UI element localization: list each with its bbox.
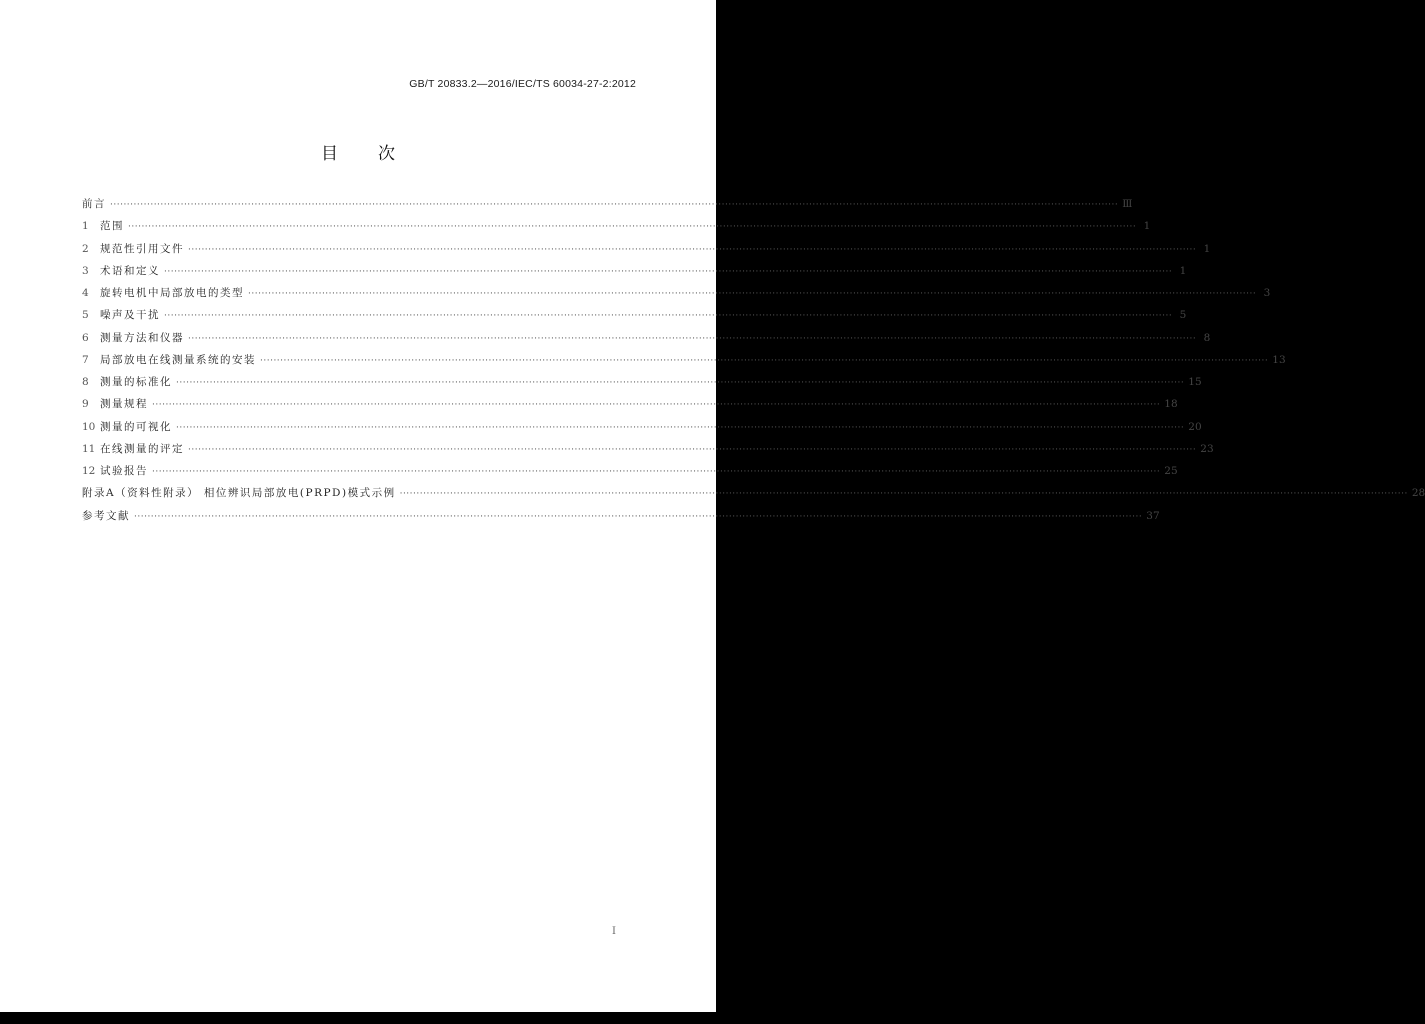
- toc-entry-10[interactable]: [82, 419, 1202, 441]
- toc-entry-title: 规范性引用文件: [100, 242, 184, 255]
- toc-entry-page: 20: [1188, 420, 1202, 433]
- toc-entry-label: [82, 241, 188, 256]
- toc-entry-title: 前言: [82, 198, 106, 210]
- toc-entry-2[interactable]: [82, 241, 1211, 263]
- toc-entry-number: 1: [82, 220, 89, 233]
- toc-entry-annex-a[interactable]: [82, 485, 1425, 507]
- toc-leader-dots: ············································································································································································································································································································: [188, 333, 1197, 344]
- toc-entry-label: [82, 352, 260, 367]
- toc-leader-dots: ············································································································································································································································································································: [260, 355, 1269, 366]
- toc-leader-dots: ············································································································································································································································································································: [110, 200, 1119, 210]
- toc-entry-page: 3: [1263, 287, 1271, 299]
- toc-entry-page: 1: [1179, 264, 1187, 277]
- toc-entry-label: [82, 330, 188, 345]
- toc-entry-page: 1: [1203, 242, 1211, 255]
- toc-entry-page: 8: [1203, 331, 1211, 344]
- toc-entry-number: 4: [82, 287, 89, 299]
- toc-entry-foreword[interactable]: [82, 196, 1133, 218]
- toc-entry-title: 参考文献: [82, 509, 130, 522]
- toc-entry-number: 11: [82, 442, 96, 455]
- toc-entry-label: [82, 374, 176, 389]
- toc-entry-1[interactable]: [82, 218, 1151, 240]
- toc-entry-9[interactable]: [82, 396, 1178, 418]
- toc-entry-label: [82, 307, 164, 322]
- toc-entry-number: 7: [82, 353, 89, 366]
- toc-entry-11[interactable]: [82, 441, 1214, 463]
- toc-entry-label: [82, 508, 134, 523]
- toc-entry-page: 28: [1411, 487, 1425, 500]
- toc-entry-title: 噪声及干扰: [100, 309, 160, 322]
- toc-entry-number: 12: [82, 465, 96, 477]
- toc-leader-dots: ············································································································································································································································································································: [176, 378, 1185, 388]
- toc-leader-dots: ············································································································································································································································································································: [176, 422, 1185, 433]
- toc-entry-number: 3: [82, 264, 89, 277]
- toc-entry-7[interactable]: [82, 352, 1286, 374]
- toc-entry-title: 在线测量的评定: [100, 442, 184, 455]
- toc-entry-label: [82, 263, 164, 278]
- standard-code: GB/T 20833.2—2016/IEC/TS 60034-27-2:2012: [409, 78, 636, 90]
- toc-entry-page: Ⅲ: [1122, 198, 1133, 210]
- toc-entry-3[interactable]: [82, 263, 1187, 285]
- toc-entry-label: [82, 485, 400, 500]
- toc-entry-4[interactable]: [82, 285, 1271, 307]
- toc-leader-dots: ············································································································································································································································································································: [164, 266, 1173, 277]
- toc-title: [0, 139, 716, 164]
- toc-entry-label: [82, 196, 110, 211]
- toc-entry-page: 18: [1164, 398, 1178, 411]
- toc-leader-dots: ············································································································································································································································································································: [128, 222, 1137, 233]
- toc-leader-dots: ············································································································································································································································································································: [248, 289, 1257, 299]
- toc-entry-label: [82, 396, 152, 411]
- toc-entry-5[interactable]: [82, 307, 1187, 329]
- toc-leader-dots: ············································································································································································································································································································: [164, 311, 1173, 322]
- toc-entry-number: 6: [82, 331, 89, 344]
- toc-entry-title: 术语和定义: [100, 264, 160, 277]
- toc-entry-12[interactable]: [82, 463, 1178, 485]
- toc-entry-number: 2: [82, 242, 89, 255]
- toc-entry-title: 测量的可视化: [100, 420, 172, 433]
- toc-entry-title: 测量方法和仪器: [100, 331, 184, 344]
- toc-entry-8[interactable]: [82, 374, 1202, 396]
- toc-leader-dots: ············································································································································································································································································································: [399, 489, 1408, 500]
- table-of-contents: [82, 196, 1425, 530]
- toc-title-char-2: 次: [378, 144, 395, 164]
- toc-entry-number: 8: [82, 376, 89, 388]
- toc-entry-number: 9: [82, 398, 89, 411]
- toc-entry-title: 局部放电在线测量系统的安装: [100, 353, 256, 366]
- toc-entry-label: [82, 419, 176, 434]
- toc-entry-title: 测量的标准化: [100, 376, 172, 388]
- toc-leader-dots: ············································································································································································································································································································: [152, 467, 1161, 477]
- toc-entry-title: 试验报告: [100, 465, 148, 477]
- toc-entry-label: [82, 463, 152, 478]
- toc-leader-dots: ············································································································································································································································································································: [152, 400, 1161, 411]
- toc-entry-page: 25: [1164, 465, 1178, 477]
- toc-entry-page: 1: [1143, 220, 1151, 233]
- toc-leader-dots: ············································································································································································································································································································: [134, 511, 1143, 522]
- toc-entry-page: 15: [1188, 376, 1202, 388]
- toc-entry-label: [82, 441, 188, 456]
- toc-entry-bibliography[interactable]: [82, 508, 1160, 530]
- toc-leader-dots: ············································································································································································································································································································: [188, 244, 1197, 255]
- toc-title-char-1: 目: [321, 144, 338, 164]
- toc-entry-title: 旋转电机中局部放电的类型: [100, 287, 244, 299]
- toc-entry-title: 测量规程: [100, 398, 148, 411]
- toc-entry-6[interactable]: [82, 330, 1211, 352]
- toc-entry-page: 37: [1146, 509, 1160, 522]
- toc-entry-page: 5: [1179, 309, 1187, 322]
- toc-entry-title: 范围: [100, 220, 124, 233]
- toc-leader-dots: ············································································································································································································································································································: [188, 444, 1197, 455]
- toc-entry-page: 23: [1200, 442, 1214, 455]
- toc-entry-number: 10: [82, 420, 96, 433]
- toc-entry-label: [82, 285, 248, 300]
- toc-entry-title: 附录A（资料性附录） 相位辨识局部放电(PRPD)模式示例: [82, 487, 396, 500]
- toc-entry-number: 5: [82, 309, 89, 322]
- toc-entry-page: 13: [1272, 353, 1286, 366]
- page-number: I: [612, 926, 616, 937]
- toc-entry-label: [82, 218, 128, 233]
